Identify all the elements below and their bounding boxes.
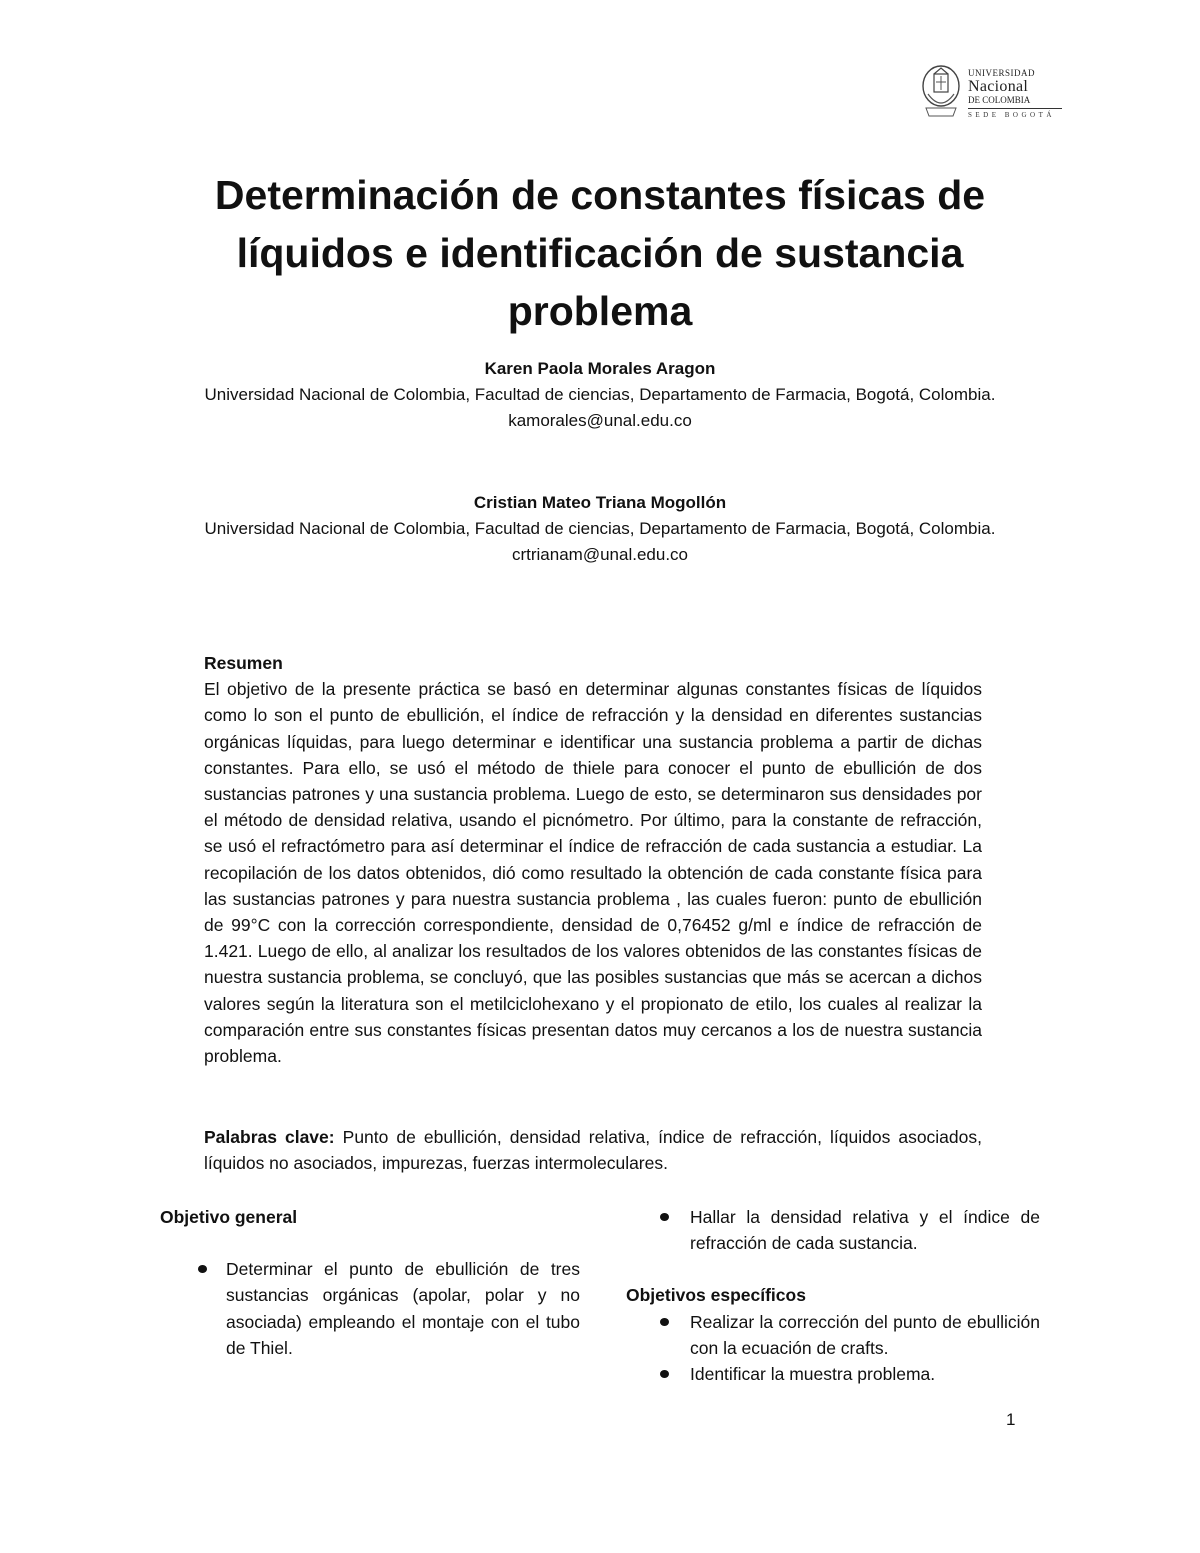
- author-email[interactable]: kamorales@unal.edu.co: [508, 411, 692, 430]
- list-item-text: Identificar la muestra problema.: [690, 1364, 936, 1385]
- page-number: 1: [1006, 1410, 1016, 1429]
- list-item: [626, 1361, 1040, 1387]
- general-objectives-list-continued: [626, 1204, 1040, 1256]
- author-name: Cristian Mateo Triana Mogollón: [473, 493, 727, 512]
- bullet-icon: [198, 1265, 207, 1273]
- abstract-heading: Resumen: [204, 653, 283, 673]
- logo-line-1: UNIVERSIDAD: [968, 68, 1035, 78]
- bullet-icon: [660, 1370, 669, 1378]
- university-logo: [920, 64, 1060, 126]
- author-name: Karen Paola Morales Aragon: [484, 359, 716, 378]
- logo-line-2: Nacional: [968, 78, 1029, 95]
- right-column: [626, 1204, 1040, 1387]
- logo-wordmark: [968, 68, 1062, 121]
- author-block-2: [150, 490, 1050, 568]
- list-item-text: Hallar la densidad relativa y el índice de refracción de cada sustancia.: [690, 1207, 1040, 1254]
- list-item: [626, 1204, 1040, 1256]
- keywords-label: Palabras clave:: [204, 1127, 335, 1147]
- list-item: [160, 1256, 580, 1361]
- specific-objectives-list: [626, 1309, 1040, 1388]
- author-email[interactable]: crtrianam@unal.edu.co: [511, 545, 688, 564]
- paper-title: Determinación de constantes físicas de líquidos e identificación de sustancia problema: [214, 172, 986, 334]
- abstract-text: El objetivo de la presente práctica se basó en determinar algunas constantes físicas de líquidos como lo son el punto de ebullición, el índice de refracción y la densidad en diferentes sustancias orgánicas líquidas, para luego determinar e identificar una sustancia problema a partir de dichas constantes. Para ello, se usó el método de thiele para conocer el punto de ebullición de dos sustancias patrones y una sustancia problema. Luego de esto, se determinaron sus densidades por el método de densidad relativa, usando el picnómetro. Por último, para la constante de refracción, se usó el refractómetro para así determinar el índice de refracción de cada sustancia a estudiar. La recopilación de los datos obtenidos, dió como resultado la obtención de cada constante física para las sustancias patrones y para nuestra sustancia problema , las cuales fueron: punto de ebullición de 99°C con la corrección correspondiente, densidad de 0,76452 g/ml e índice de refracción de 1.421. Luego de ello, al analizar los resultados de los valores obtenidos de las constantes físicas de nuestra sustancia problema, se concluyó, que las posibles sustancias que más se acercan a dichos valores según la literatura son el metilciclohexano y el propionato de etilo, los cuales al realizar la comparación entre sus constantes físicas presentan datos muy cercanos a los de nuestra sustancia problema.: [204, 679, 982, 1067]
- general-objectives-list: [160, 1256, 580, 1361]
- logo-line-3: DE COLOMBIA: [968, 95, 1062, 109]
- author-block-1: [150, 356, 1050, 434]
- abstract-section: [204, 650, 982, 1069]
- bullet-icon: [660, 1318, 669, 1326]
- list-item: [626, 1309, 1040, 1361]
- list-item-text: Realizar la corrección del punto de ebullición con la ecuación de crafts.: [690, 1311, 1040, 1358]
- logo-line-4: SEDE BOGOTÁ: [968, 111, 1055, 119]
- keywords-text: Punto de ebullición, densidad relativa, índice de refracción, líquidos asociados, líquidos no asociados, impurezas, fuerzas intermoleculares.: [204, 1127, 982, 1174]
- keywords-section: [204, 1124, 982, 1176]
- general-objective-heading: Objetivo general: [160, 1207, 298, 1227]
- bullet-icon: [660, 1213, 669, 1221]
- university-seal-icon: [920, 64, 962, 122]
- left-column: [160, 1204, 580, 1361]
- specific-objectives-heading: Objetivos específicos: [626, 1285, 806, 1306]
- author-affiliation: Universidad Nacional de Colombia, Facultad de ciencias, Departamento de Farmacia, Bogotá, Colombia.: [204, 385, 996, 404]
- list-item-text: Determinar el punto de ebullición de tres sustancias orgánicas (apolar, polar y no asociada) empleando el montaje con el tubo de Thiel.: [226, 1259, 580, 1358]
- author-affiliation: Universidad Nacional de Colombia, Facultad de ciencias, Departamento de Farmacia, Bogotá, Colombia.: [204, 519, 996, 538]
